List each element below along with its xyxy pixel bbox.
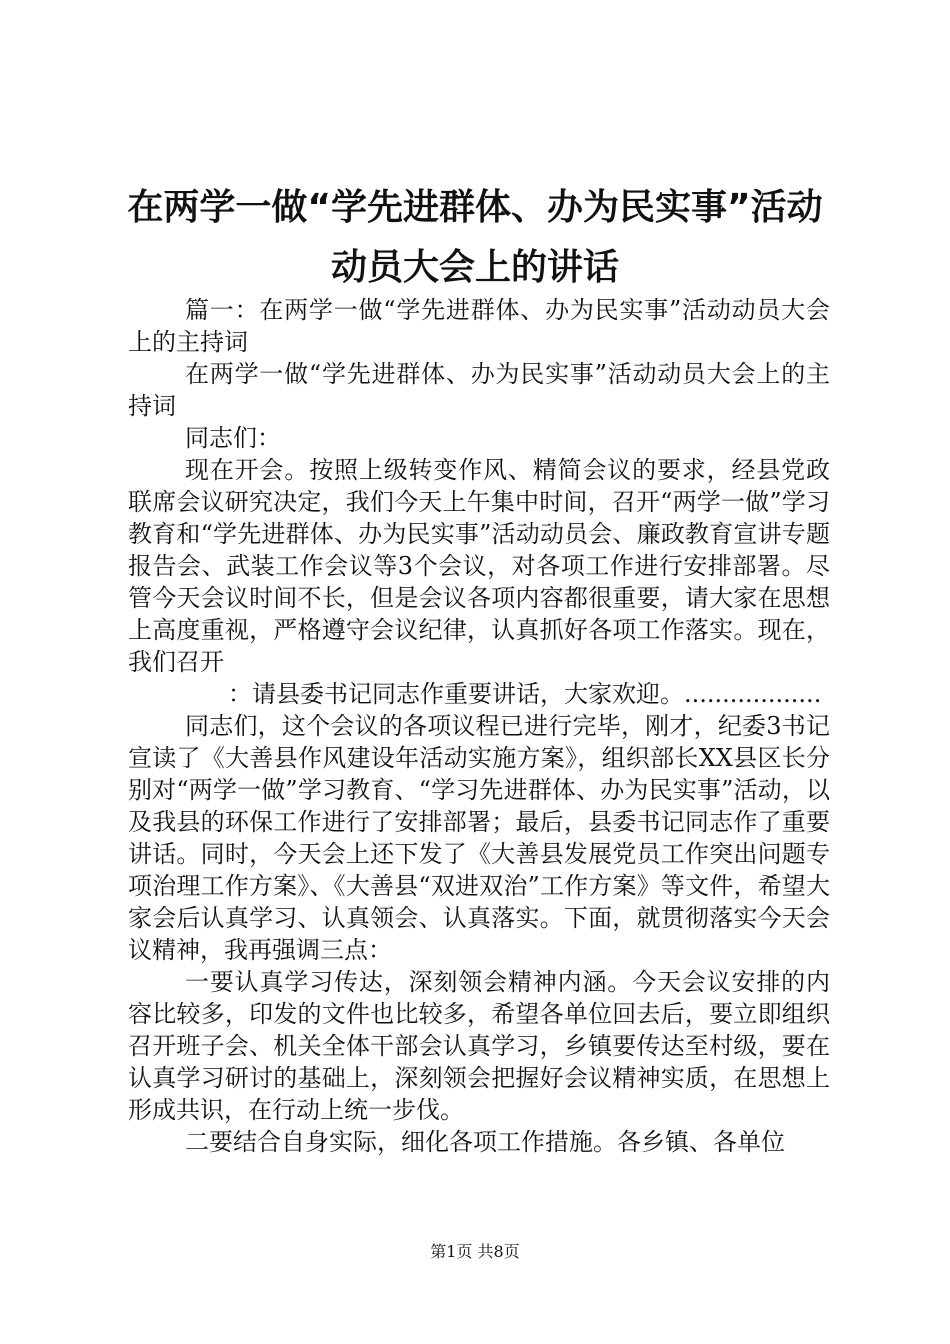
document-title-line-1: 在两学一做“学先进群体、办为民实事”活动: [127, 187, 823, 228]
paragraph-section-heading: 篇一：在两学一做“学先进群体、办为民实事”活动动员大会上的主持词: [128, 296, 830, 356]
paragraph-summary: 同志们，这个会议的各项议程已进行完毕，刚才，纪委3书记宣读了《大善县作风建设年活动实施方案》，组织部长XX县区长分别对“两学一做”学习教育、“学习先进群体、办为民实事”活动，以及我县的环保工作进行了安排部署；最后，县委书记同志作了重要讲话。同时，今天会上还下发了《大善县发展党员工作突出问题专项治理工作方案》、《大善县“双进双治”工作方案》等文件，希望大家会后认真学习、认真领会、认真落实。下面，就贯彻落实今天会议精神，我再强调三点：: [128, 712, 830, 964]
paragraph-subtitle: 在两学一做“学先进群体、办为民实事”活动动员大会上的主持词: [128, 360, 830, 420]
paragraph-salutation: 同志们：: [185, 424, 281, 452]
page-number-footer: 第1页 共8页: [430, 1242, 520, 1261]
document-title-line-2: 动员大会上的讲话: [330, 247, 619, 288]
paragraph-point-one: 一要认真学习传达，深刻领会精神内涵。今天会议安排的内容比较多，印发的文件也比较多，希望各单位回去后，要立即组织召开班子会、机关全体干部会认真学习，乡镇要传达至村级，要在认真学习研讨的基础上，深刻领会把握好会议精神实质，在思想上形成共识，在行动上统一步伐。: [128, 968, 830, 1124]
document-body: [128, 294, 830, 1158]
paragraph-speaker-invite: ：请县委书记同志作重要讲话，大家欢迎。..................: [228, 680, 822, 708]
paragraph-opening: 现在开会。按照上级转变作风、精简会议的要求，经县党政联席会议研究决定，我们今天上午集中时间，召开“两学一做”学习教育和“学先进群体、办为民实事”活动动员会、廉政教育宣讲专题报告会、武装工作会议等3个会议，对各项工作进行安排部署。尽管今天会议时间不长，但是会议各项内容都很重要，请大家在思想上高度重视，严格遵守会议纪律，认真抓好各项工作落实。现在，我们召开: [128, 456, 830, 676]
paragraph-point-two: 二要结合自身实际，细化各项工作措施。各乡镇、各单位: [185, 1128, 785, 1156]
